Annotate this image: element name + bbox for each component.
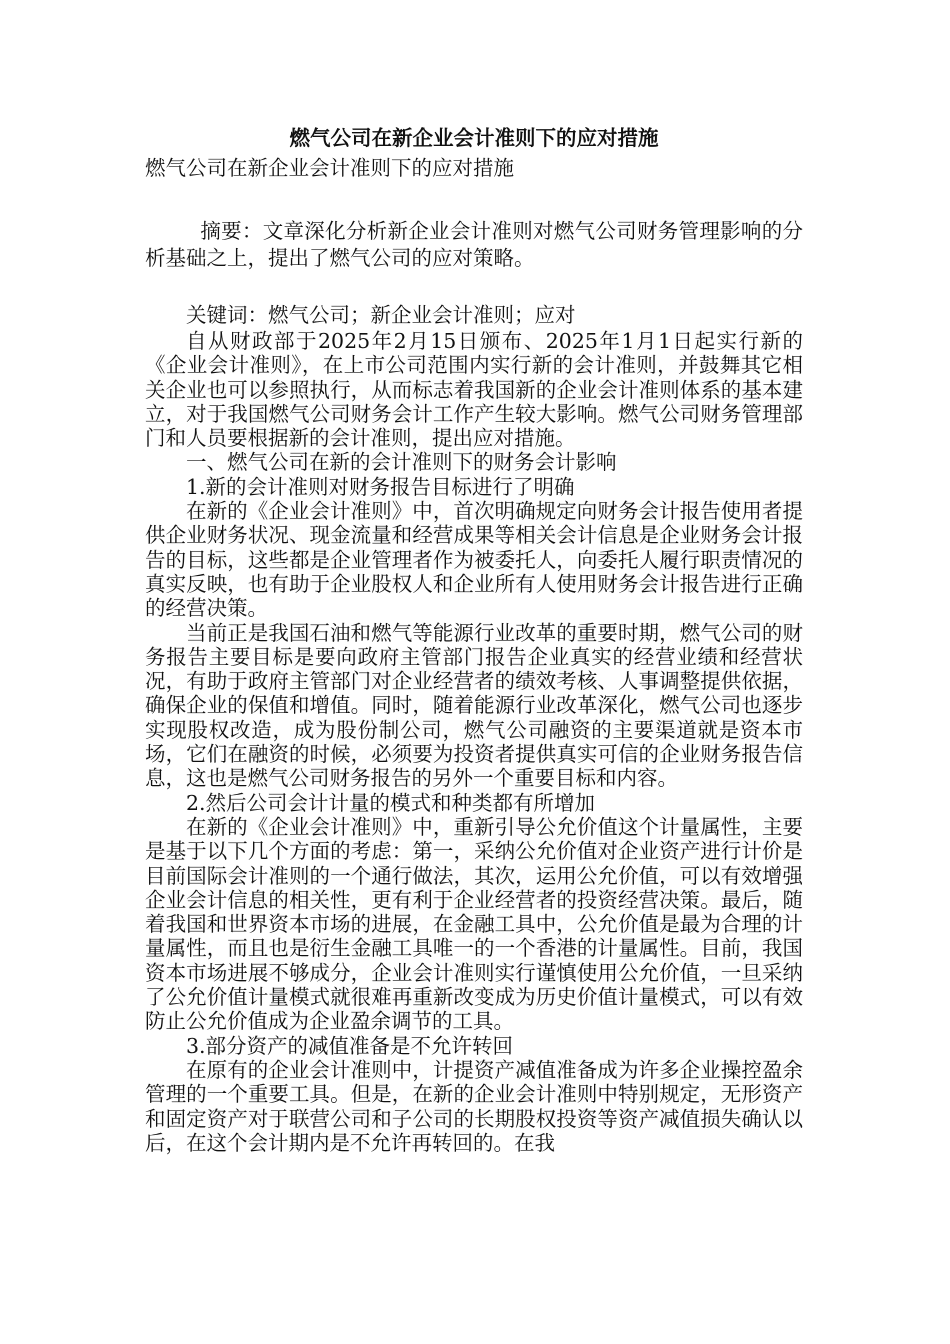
section-heading-1: 一、燃气公司在新的会计准则下的财务会计影响 xyxy=(186,450,617,475)
intro-paragraph: 自从财政部于2025年2月15日颁布、2025年1月1日起实行新的《企业会计准则》，在上市公司范围内实行新的会计准则，并鼓舞其它相关企业也可以参照执行，从而标志着我国新的企业会计准则体系的基本建立，对于我国燃气公司财务会计工作产生较大影响。燃气公司财务管理部门和人员要根据新的会计准则，提出应对措施。 xyxy=(145,329,803,451)
abstract-paragraph: 摘要：文章深化分析新企业会计准则对燃气公司财务管理影响的分析基础之上，提出了燃气公司的应对策略。 xyxy=(145,219,803,270)
body-paragraph: 在新的《企业会计准则》中，首次明确规定向财务会计报告使用者提供企业财务状况、现金流量和经营成果等相关会计信息是企业财务会计报告的目标，这些都是企业管理者作为被委托人，向委托人履行职责情况的真实反映，也有助于企业股权人和企业所有人使用财务会计报告进行正确的经营决策。 xyxy=(145,499,803,621)
subsection-heading-3: 3.部分资产的减值准备是不允许转回 xyxy=(186,1033,514,1058)
body-paragraph: 当前正是我国石油和燃气等能源行业改革的重要时期，燃气公司的财务报告主要目标是要向政府主管部门报告企业真实的经营业绩和经营状况，有助于政府主管部门对企业经营者的绩效考核、人事调整提供依据，确保企业的保值和增值。同时，随着能源行业改革深化，燃气公司也逐步实现股权改造，成为股份制公司，燃气公司融资的主要渠道就是资本市场，它们在融资的时候，必须要为投资者提供真实可信的企业财务报告信息，这也是燃气公司财务报告的另外一个重要目标和内容。 xyxy=(145,620,803,791)
keywords-line: 关键词：燃气公司；新企业会计准则；应对 xyxy=(186,303,576,327)
subsection-heading-1: 1.新的会计准则对财务报告目标进行了明确 xyxy=(186,474,575,499)
subsection-heading-2: 2.然后公司会计计量的模式和种类都有所增加 xyxy=(186,790,596,815)
document-page xyxy=(145,118,803,1155)
document-subtitle: 燃气公司在新企业会计准则下的应对措施 xyxy=(145,156,514,180)
document-title: 燃气公司在新企业会计准则下的应对措施 xyxy=(289,126,659,150)
body-paragraph: 在新的《企业会计准则》中，重新引导公允价值这个计量属性，主要是基于以下几个方面的考虑：第一，采纳公允价值对企业资产进行计价是目前国际会计准则的一个通行做法，其次，运用公允价值，可以有效增强企业会计信息的相关性，更有利于企业经营者的投资经营决策。最后，随着我国和世界资本市场的进展，在金融工具中，公允价值是最为合理的计量属性，而且也是衍生金融工具唯一的一个香港的计量属性。目前，我国资本市场进展不够成分，企业会计准则实行谨慎使用公允价值，一旦采纳了公允价值计量模式就很难再重新改变成为历史价值计量模式，可以有效防止公允价值成为企业盈余调节的工具。 xyxy=(145,814,803,1034)
body-paragraph: 在原有的企业会计准则中，计提资产减值准备成为许多企业操控盈余管理的一个重要工具。但是，在新的企业会计准则中特别规定，无形资产和固定资产对于联营公司和子公司的长期股权投资等资产减值损失确认以后，在这个会计期内是不允许再转回的。在我 xyxy=(145,1057,803,1155)
